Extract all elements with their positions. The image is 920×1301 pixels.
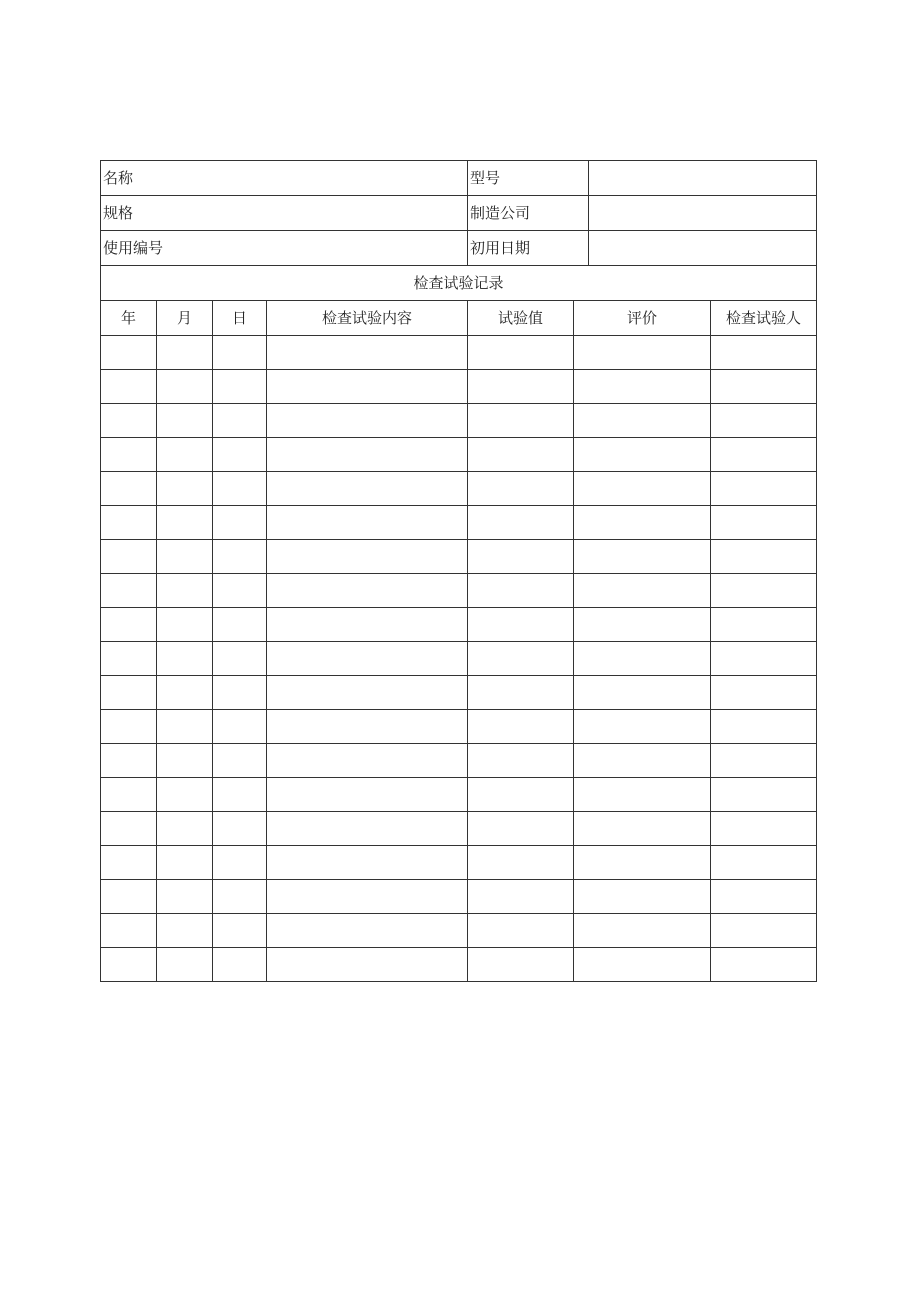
cell-content[interactable] [267,472,468,506]
cell-content[interactable] [267,778,468,812]
cell-day[interactable] [213,948,267,982]
cell-day[interactable] [213,710,267,744]
cell-day[interactable] [213,438,267,472]
cell-month[interactable] [157,846,213,880]
table-row [101,336,817,370]
cell-month[interactable] [157,472,213,506]
use-no-cell[interactable] [101,231,468,266]
cell-inspector[interactable] [711,574,817,608]
cell-content[interactable] [267,370,468,404]
cell-evaluation[interactable] [574,948,711,982]
cell-content[interactable] [267,540,468,574]
col-header-test-value: 试验值 [468,301,574,336]
cell-evaluation[interactable] [574,778,711,812]
cell-day[interactable] [213,812,267,846]
cell-content[interactable] [267,438,468,472]
cell-day[interactable] [213,370,267,404]
cell-content[interactable] [267,336,468,370]
cell-day[interactable] [213,880,267,914]
cell-evaluation[interactable] [574,438,711,472]
cell-inspector[interactable] [711,744,817,778]
table-row [101,744,817,778]
cell-inspector[interactable] [711,540,817,574]
record-title-row [101,266,817,301]
cell-year[interactable] [101,880,157,914]
cell-content[interactable] [267,880,468,914]
cell-inspector[interactable] [711,948,817,982]
cell-year[interactable] [101,540,157,574]
cell-content[interactable] [267,846,468,880]
table-row [101,778,817,812]
cell-inspector[interactable] [711,404,817,438]
cell-year[interactable] [101,812,157,846]
table-row [101,880,817,914]
cell-month[interactable] [157,676,213,710]
cell-year[interactable] [101,846,157,880]
table-row [101,438,817,472]
cell-month[interactable] [157,404,213,438]
cell-test-value[interactable] [468,608,574,642]
cell-year[interactable] [101,914,157,948]
cell-inspector[interactable] [711,880,817,914]
cell-test-value[interactable] [468,676,574,710]
cell-evaluation[interactable] [574,608,711,642]
table-row [101,846,817,880]
cell-test-value[interactable] [468,642,574,676]
cell-year[interactable] [101,370,157,404]
table-row [101,642,817,676]
table-row [101,574,817,608]
cell-year[interactable] [101,710,157,744]
record-title: 检查试验记录 [101,266,817,301]
cell-year[interactable] [101,642,157,676]
cell-test-value[interactable] [468,370,574,404]
info-row-use-no [101,231,817,266]
cell-inspector[interactable] [711,812,817,846]
col-header-month: 月 [157,301,213,336]
cell-evaluation[interactable] [574,642,711,676]
table-row [101,914,817,948]
cell-test-value[interactable] [468,438,574,472]
cell-month[interactable] [157,948,213,982]
table-row [101,608,817,642]
cell-inspector[interactable] [711,336,817,370]
cell-inspector[interactable] [711,472,817,506]
first-use-label: 初用日期 [468,231,589,266]
cell-day[interactable] [213,642,267,676]
table-row [101,506,817,540]
table-row [101,370,817,404]
cell-inspector[interactable] [711,642,817,676]
cell-day[interactable] [213,676,267,710]
cell-year[interactable] [101,744,157,778]
cell-evaluation[interactable] [574,914,711,948]
cell-inspector[interactable] [711,438,817,472]
cell-content[interactable] [267,608,468,642]
cell-month[interactable] [157,336,213,370]
cell-year[interactable] [101,608,157,642]
cell-year[interactable] [101,574,157,608]
cell-day[interactable] [213,472,267,506]
cell-evaluation[interactable] [574,880,711,914]
cell-test-value[interactable] [468,710,574,744]
table-row [101,404,817,438]
cell-inspector[interactable] [711,676,817,710]
cell-content[interactable] [267,744,468,778]
cell-test-value[interactable] [468,778,574,812]
cell-year[interactable] [101,676,157,710]
cell-inspector[interactable] [711,506,817,540]
spec-label: 规格 [103,204,134,222]
cell-evaluation[interactable] [574,336,711,370]
cell-content[interactable] [267,404,468,438]
cell-test-value[interactable] [468,812,574,846]
cell-inspector[interactable] [711,370,817,404]
cell-evaluation[interactable] [574,370,711,404]
table-row [101,676,817,710]
cell-test-value[interactable] [468,914,574,948]
cell-test-value[interactable] [468,506,574,540]
col-header-evaluation: 评价 [574,301,711,336]
cell-evaluation[interactable] [574,506,711,540]
record-header-row [101,301,817,336]
cell-content[interactable] [267,812,468,846]
cell-month[interactable] [157,778,213,812]
cell-evaluation[interactable] [574,540,711,574]
cell-month[interactable] [157,914,213,948]
first-use-value[interactable] [589,231,817,266]
cell-inspector[interactable] [711,846,817,880]
cell-test-value[interactable] [468,846,574,880]
inspection-record-form [100,160,817,982]
cell-evaluation[interactable] [574,676,711,710]
cell-inspector[interactable] [711,778,817,812]
cell-year[interactable] [101,778,157,812]
cell-test-value[interactable] [468,744,574,778]
table-row [101,948,817,982]
col-header-day: 日 [213,301,267,336]
cell-test-value[interactable] [468,880,574,914]
cell-day[interactable] [213,608,267,642]
cell-evaluation[interactable] [574,812,711,846]
cell-year[interactable] [101,472,157,506]
cell-day[interactable] [213,574,267,608]
maker-value[interactable] [589,196,817,231]
cell-year[interactable] [101,404,157,438]
form-body [101,161,817,982]
cell-test-value[interactable] [468,948,574,982]
cell-evaluation[interactable] [574,404,711,438]
cell-evaluation[interactable] [574,472,711,506]
spec-cell[interactable] [101,196,468,231]
model-value[interactable] [589,161,817,196]
cell-day[interactable] [213,846,267,880]
cell-content[interactable] [267,506,468,540]
col-header-inspector: 检查试验人 [711,301,817,336]
cell-month[interactable] [157,574,213,608]
cell-content[interactable] [267,676,468,710]
cell-inspector[interactable] [711,608,817,642]
use-no-label: 使用编号 [103,239,164,257]
cell-day[interactable] [213,506,267,540]
cell-inspector[interactable] [711,914,817,948]
cell-year[interactable] [101,336,157,370]
table-row [101,540,817,574]
cell-test-value[interactable] [468,574,574,608]
name-label: 名称 [103,169,134,187]
cell-test-value[interactable] [468,404,574,438]
maker-label: 制造公司 [468,196,589,231]
cell-content[interactable] [267,914,468,948]
cell-day[interactable] [213,404,267,438]
cell-month[interactable] [157,506,213,540]
col-header-content: 检查试验内容 [267,301,468,336]
cell-month[interactable] [157,438,213,472]
table-row [101,472,817,506]
cell-test-value[interactable] [468,472,574,506]
cell-content[interactable] [267,574,468,608]
cell-month[interactable] [157,608,213,642]
cell-day[interactable] [213,540,267,574]
cell-evaluation[interactable] [574,846,711,880]
cell-inspector[interactable] [711,710,817,744]
cell-content[interactable] [267,710,468,744]
cell-test-value[interactable] [468,540,574,574]
info-row-name [101,161,817,196]
col-header-year: 年 [101,301,157,336]
cell-day[interactable] [213,914,267,948]
cell-month[interactable] [157,710,213,744]
cell-day[interactable] [213,778,267,812]
cell-evaluation[interactable] [574,710,711,744]
cell-month[interactable] [157,370,213,404]
cell-month[interactable] [157,744,213,778]
cell-test-value[interactable] [468,336,574,370]
cell-month[interactable] [157,812,213,846]
cell-evaluation[interactable] [574,744,711,778]
cell-day[interactable] [213,336,267,370]
info-row-spec [101,196,817,231]
cell-content[interactable] [267,948,468,982]
table-row [101,710,817,744]
cell-month[interactable] [157,540,213,574]
table-row [101,812,817,846]
cell-evaluation[interactable] [574,574,711,608]
name-cell[interactable] [101,161,468,196]
cell-year[interactable] [101,438,157,472]
cell-year[interactable] [101,948,157,982]
cell-month[interactable] [157,880,213,914]
model-label: 型号 [468,161,589,196]
cell-content[interactable] [267,642,468,676]
cell-month[interactable] [157,642,213,676]
cell-day[interactable] [213,744,267,778]
cell-year[interactable] [101,506,157,540]
